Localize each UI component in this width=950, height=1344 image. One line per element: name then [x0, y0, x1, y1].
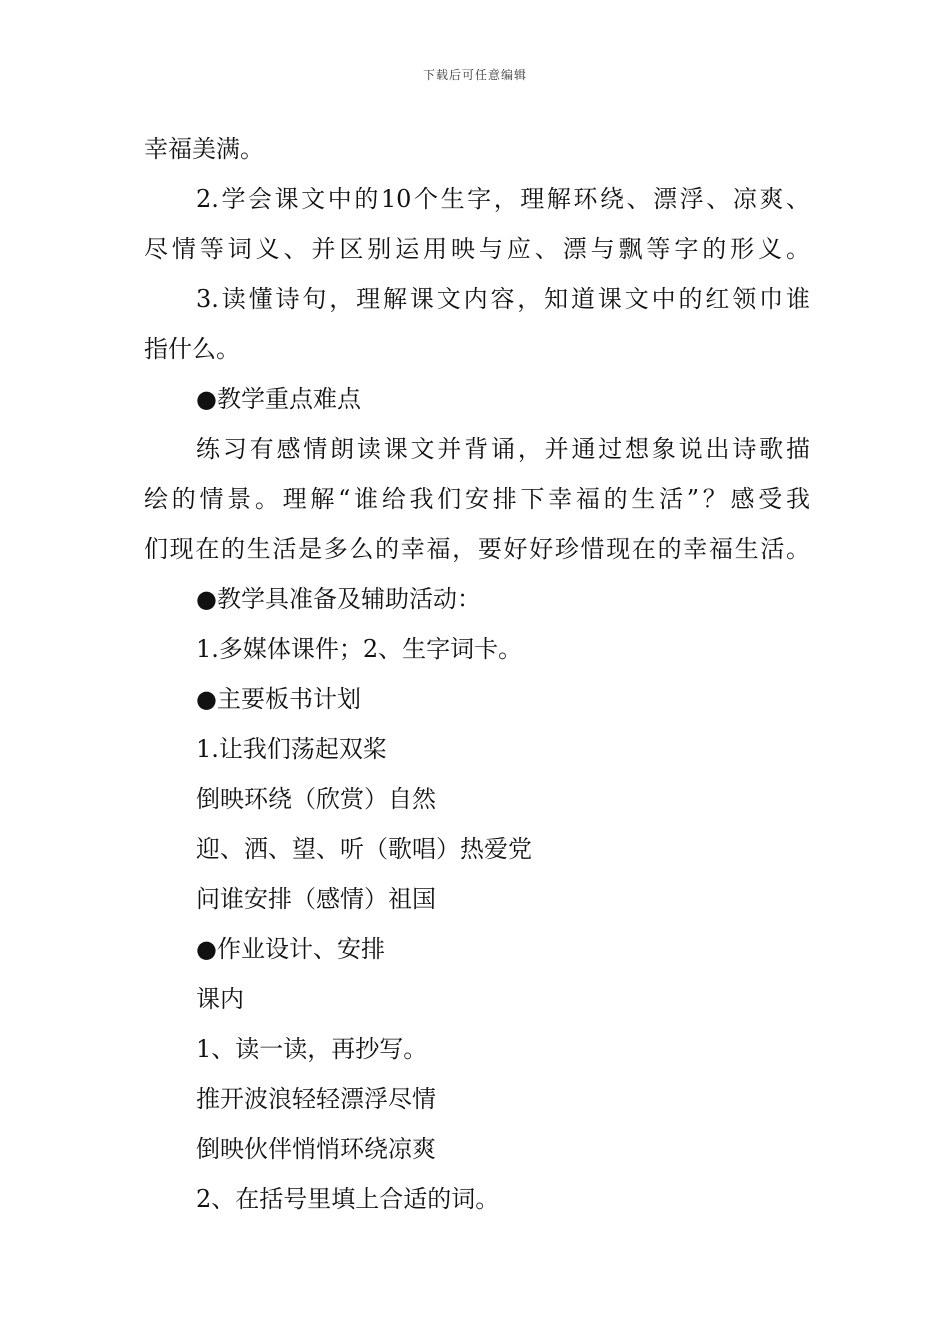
- section-heading: ●作业设计、安排: [196, 935, 385, 963]
- text-line: 2.学会课文中的10个生字，理解环绕、漂浮、凉爽、: [196, 185, 810, 213]
- text-line: 绘的情景。理解“谁给我们安排下幸福的生活”？感受我: [144, 485, 810, 513]
- text-line: 们现在的生活是多么的幸福，要好好珍惜现在的幸福生活。: [144, 535, 810, 563]
- text-line: 尽情等词义、并区别运用映与应、漂与飘等字的形义。: [144, 235, 810, 263]
- text-line: 倒映环绕（欣赏）自然: [196, 785, 436, 813]
- section-heading: ●教学具准备及辅助活动：: [196, 585, 481, 613]
- text-line: 迎、洒、望、听（歌唱）热爱党: [196, 835, 532, 863]
- text-line: 倒映伙伴悄悄环绕凉爽: [196, 1135, 436, 1163]
- section-heading: ●教学重点难点: [196, 385, 361, 413]
- document-body: [144, 124, 810, 1224]
- text-line: 问谁安排（感情）祖国: [196, 885, 436, 913]
- text-line: 2、在括号里填上合适的词。: [196, 1185, 500, 1213]
- section-heading: ●主要板书计划: [196, 685, 361, 713]
- text-line: 1.多媒体课件；2、生字词卡。: [196, 635, 523, 663]
- text-line: 1、读一读，再抄写。: [196, 1035, 428, 1063]
- text-line: 推开波浪轻轻漂浮尽情: [196, 1085, 436, 1113]
- text-line: 练习有感情朗读课文并背诵，并通过想象说出诗歌描: [196, 435, 810, 463]
- text-line: 1.让我们荡起双桨: [196, 735, 387, 763]
- text-line: 3.读懂诗句，理解课文内容，知道课文中的红领巾谁: [196, 285, 810, 313]
- text-line: 指什么。: [144, 335, 240, 363]
- page-header: 下载后可任意编辑: [422, 68, 527, 82]
- text-line: 课内: [196, 985, 244, 1013]
- text-line: 幸福美满。: [144, 135, 264, 163]
